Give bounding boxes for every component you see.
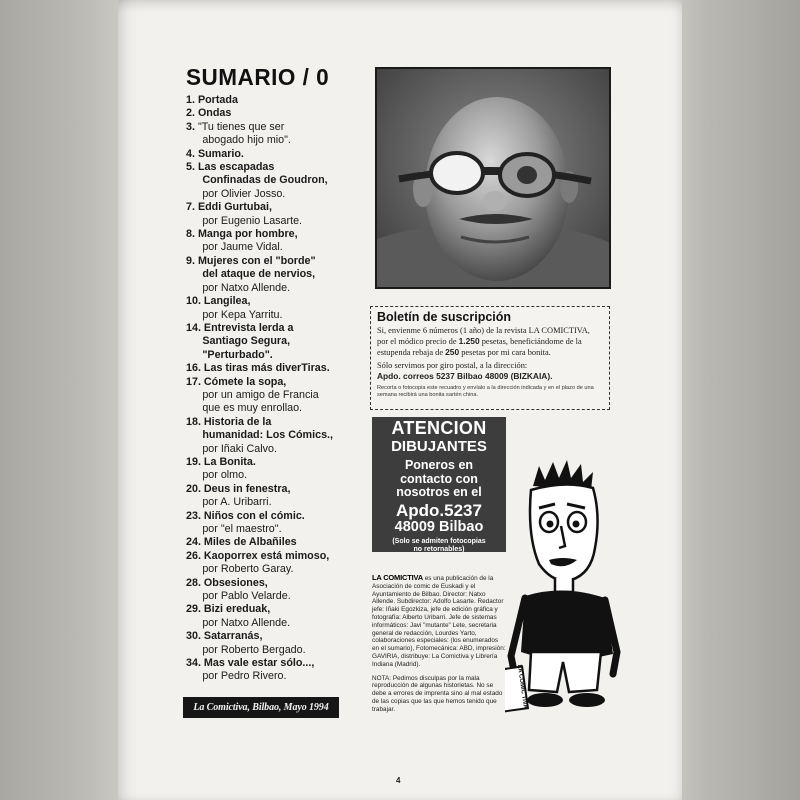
toc-title: La Bonita. [203, 455, 256, 468]
sumario-title: SUMARIO / 0 [186, 64, 330, 90]
toc-number: 30. [186, 630, 201, 643]
toc-author: por Natxo Allende. [202, 616, 291, 629]
credits-note: NOTA: Pedimos disculpas por la mala reproducción de algunas historietas. No se debe a errores de imprenta sino al mal estado de las copias que las que hemos tenido que trabajar. [372, 674, 503, 713]
atencion-body [372, 459, 506, 500]
toc-author: por Roberto Bergado. [202, 643, 306, 656]
subscription-title: Boletín de suscripción [377, 310, 512, 324]
toc-title: Sumario. [197, 147, 244, 160]
cartoon-sign-text: LA COMIC TIVA [515, 664, 528, 710]
toc-author: por "el maestro". [202, 523, 282, 535]
toc-title-cont: Confinadas de Goudron, [202, 174, 328, 187]
credits-block [372, 574, 506, 714]
toc-author: por Pablo Velarde. [202, 590, 291, 603]
toc-number: 29. [186, 603, 201, 616]
toc-title-cont: humanidad: Los Cómics., [202, 429, 334, 442]
toc-number: 4. [186, 147, 195, 160]
toc-number: 19. [186, 455, 201, 468]
atencion-apdo: Apdo.5237 [396, 500, 482, 520]
toc-title: "Tu tienes que ser [197, 120, 285, 133]
toc-title: Portada [197, 94, 238, 106]
toc-item [186, 550, 351, 577]
toc-number: 28. [186, 576, 201, 589]
toc-item [186, 148, 351, 161]
toc-item [186, 94, 351, 107]
toc-item [186, 228, 351, 255]
toc-title: Historia de la [203, 415, 272, 428]
toc-item [186, 657, 351, 684]
toc-number: 26. [186, 549, 201, 562]
toc-author: por Natxo Allende. [202, 281, 291, 294]
toc-item [186, 362, 351, 375]
toc-item [186, 416, 351, 456]
goggles-man-illustration [377, 69, 611, 289]
subscription-text [377, 326, 603, 358]
toc-title: Mujeres con el "borde" [197, 254, 316, 267]
cartoon-character [505, 456, 625, 716]
toc-item [186, 201, 351, 228]
toc-number: 8. [186, 228, 195, 241]
toc-title: Las escapadas [197, 161, 275, 174]
toc-title: Satarranás, [203, 630, 263, 643]
credits-body: es una publicación de la Asociación de comic de Euskadi y el Ayuntamiento de Bilbao. Director: Natxo Allende. Subdirector: Adolfo Lasarte. Redactor jefe: Iñaki Egozkiza, jefe de edición gráfica y fotografía: Alberto Uribarri. Jefe de sistemas informáticos: Javi "mutante" Lete, secretaria general de redacción, Lourdes Yarto, colaboraciones especiales: (los enumerados en el sumario), Fotomecánica: ABD, impresión: GAVIRIA, distribuye: La Comictiva y Librería Indiana (Madrid). [372, 575, 506, 668]
toc-item [186, 510, 351, 537]
toc-number: 5. [186, 161, 195, 174]
toc-number: 24. [186, 536, 201, 549]
toc-title: Mas vale estar sólo..., [203, 657, 315, 670]
toc-number: 1. [186, 94, 195, 106]
toc-item [186, 630, 351, 657]
atencion-dibujantes-box [372, 417, 506, 552]
toc-item [186, 376, 351, 416]
toc-title: Langilea, [203, 295, 251, 308]
toc-title-cont: "Perturbado". [202, 348, 273, 361]
toc-title: Eddi Gurtubai, [197, 201, 272, 214]
subscription-address-block [377, 361, 603, 382]
subscription-line3: pesetas por mi cara bonita. [459, 348, 551, 357]
toc-item [186, 483, 351, 510]
credits-text [372, 575, 506, 668]
toc-author: por Pedro Rivero. [202, 670, 287, 683]
table-of-contents [186, 94, 358, 684]
subscription-line2: pesetas, beneficiándome de la estupenda rebaja de [377, 337, 582, 357]
toc-number: 2. [186, 107, 195, 120]
toc-item [186, 295, 351, 322]
toc-author: por Olivier Josso. [202, 187, 286, 200]
toc-author: por A. Uribarri. [202, 496, 272, 509]
toc-item [186, 536, 351, 549]
toc-title: Niños con el cómic. [203, 509, 305, 522]
toc-title: Deus in fenestra, [203, 482, 291, 495]
toc-item [186, 322, 351, 362]
toc-title: Obsesiones, [203, 576, 268, 589]
issue-footer-tag: La Comictiva, Bilbao, Mayo 1994 [183, 697, 339, 718]
goggles-man-photo [375, 67, 611, 289]
toc-number: 10. [186, 295, 201, 308]
background-left [0, 0, 118, 800]
toc-author: por un amigo de Francia [202, 388, 319, 401]
subscription-form [370, 306, 610, 410]
toc-item [186, 161, 351, 201]
toc-author: por olmo. [202, 469, 248, 482]
toc-author: que es muy enrollao. [202, 402, 303, 415]
atencion-note-line1: (Solo se admiten fotocopias [392, 537, 486, 545]
atencion-body-line1: Poneros en [404, 458, 474, 472]
toc-title: Cómete la sopa, [203, 375, 287, 388]
subscription-line1: Si, envienme 6 números (1 año) de la revista LA COMICTIVA, por el módico precio de [377, 326, 590, 346]
comictiva-logo: LA COMICTIVA [372, 573, 423, 582]
toc-number: 3. [186, 120, 195, 133]
toc-author: por Eugenio Lasarte. [202, 214, 303, 227]
toc-title: Las tiras más diverTiras. [203, 362, 330, 375]
toc-author: por Iñaki Calvo. [202, 442, 277, 455]
atencion-city: 48009 Bilbao [394, 518, 484, 535]
toc-number: 16. [186, 362, 201, 375]
atencion-body-line2: contacto con [400, 471, 478, 486]
toc-item [186, 603, 351, 630]
cartoon-character-drawing [505, 456, 625, 716]
toc-number: 20. [186, 482, 201, 495]
toc-author: por Kepa Yarritu. [202, 308, 283, 321]
toc-number: 34. [186, 657, 201, 670]
subscription-address: Apdo. correos 5237 Bilbao 48009 (BIZKAIA). [377, 371, 553, 381]
dibujantes-heading: DIBUJANTES [391, 438, 487, 455]
toc-title: Miles de Albañiles [203, 536, 297, 549]
atencion-note-line2: no retornables) [413, 545, 465, 553]
toc-item [186, 107, 351, 120]
toc-title-cont: Santiago Segura, [202, 335, 291, 348]
toc-title: Bizi ereduak, [203, 603, 271, 616]
toc-item [186, 577, 351, 604]
atencion-note [372, 538, 506, 554]
toc-number: 14. [186, 321, 201, 334]
toc-title: Manga por hombre, [197, 228, 298, 241]
toc-title: Ondas [197, 107, 232, 120]
toc-title: Kaoporrex está mimoso, [203, 549, 330, 562]
toc-number: 17. [186, 375, 201, 388]
toc-number: 18. [186, 415, 201, 428]
atencion-body-line3: nosotros en el [396, 485, 482, 499]
subscription-address-intro: Sólo servimos por giro postal, a la dirección: [377, 361, 528, 370]
toc-title-cont: del ataque de nervios, [202, 268, 316, 281]
page-top-shade [118, 0, 682, 14]
subscription-price: 1.250 [458, 336, 480, 346]
subscription-note: Recorta o fotocopia este recuadro y envíalo a la dirección indicada y en el plazo de una semana recibirá una bonita sartén china. [377, 385, 594, 398]
toc-number: 23. [186, 509, 201, 522]
page-number: 4 [396, 776, 401, 785]
toc-title: Entrevista lerda a [203, 321, 294, 334]
toc-author: por Jaume Vidal. [202, 241, 283, 254]
atencion-heading: ATENCION [391, 418, 487, 438]
toc-number: 7. [186, 201, 195, 214]
toc-author: por Roberto Garay. [202, 563, 294, 576]
toc-item [186, 456, 351, 483]
toc-number: 9. [186, 254, 195, 267]
toc-title-cont: abogado hijo mio". [202, 134, 291, 147]
subscription-discount: 250 [445, 347, 460, 357]
toc-item [186, 121, 351, 148]
toc-item [186, 255, 351, 295]
background-right [682, 0, 800, 800]
